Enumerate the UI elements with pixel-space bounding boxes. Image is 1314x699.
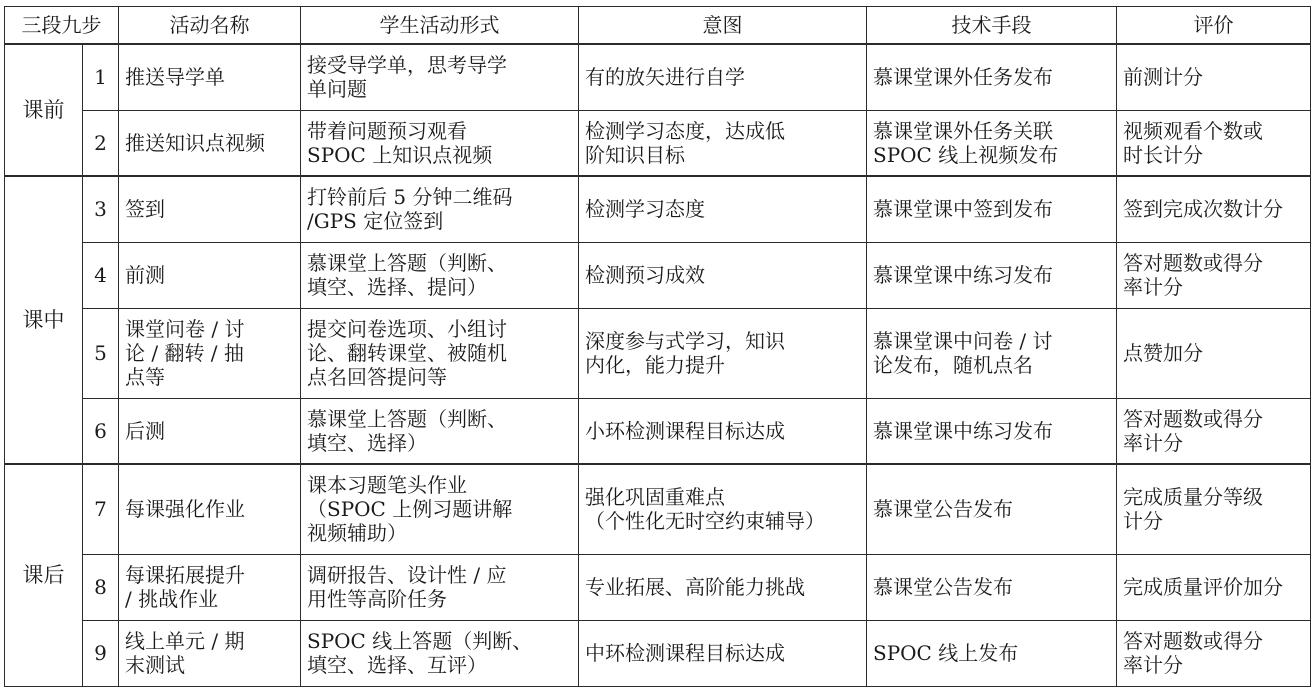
cell-line: 检测学习态度，达成低 [585, 118, 785, 143]
cell-line: 答对题数或得分 [1123, 406, 1263, 431]
step-number: 5 [83, 308, 119, 398]
activity-name-cell [119, 44, 301, 110]
cell-line: SPOC 上知识点视频 [307, 142, 493, 167]
cell-line: / 挑战作业 [125, 587, 219, 611]
cell-line: 论发布，随机点名 [873, 353, 1033, 377]
cell-line: 完成质量评价加分 [1123, 575, 1283, 599]
cell-line: 签到 [125, 197, 165, 222]
cell-line: 点赞加分 [1123, 341, 1203, 365]
intent-cell [579, 554, 867, 620]
intent-cell [579, 110, 867, 176]
cell-line: 中环检测课程目标达成 [585, 641, 785, 665]
tech-cell [867, 308, 1117, 398]
cell-line: 答对题数或得分 [1123, 629, 1263, 653]
cell-line: 后测 [125, 418, 165, 443]
table-row [5, 176, 1311, 242]
activity-table-container [4, 6, 1311, 687]
cell-line: 单问题 [307, 77, 367, 102]
cell-line: 率计分 [1123, 653, 1183, 677]
intent-cell [579, 176, 867, 242]
intent-cell [579, 620, 867, 686]
cell-line: 检测学习态度 [585, 197, 705, 222]
student-form-cell [301, 44, 579, 110]
cell-line: 推送知识点视频 [125, 130, 265, 155]
student-form-cell [301, 554, 579, 620]
cell-line: 填空、选择） [307, 430, 427, 455]
cell-line: 提交问卷选项、小组讨 [307, 317, 507, 341]
tech-cell [867, 176, 1117, 242]
table-row [5, 464, 1311, 554]
step-number: 8 [83, 554, 119, 620]
step-number: 7 [83, 464, 119, 554]
cell-line: 带着问题预习观看 [307, 118, 467, 143]
cell-line: 小环检测课程目标达成 [585, 418, 785, 443]
cell-line: 慕课堂上答题（判断、 [307, 406, 507, 431]
header-intent: 意图 [579, 7, 867, 45]
cell-line: 慕课堂课外任务关联 [873, 118, 1053, 143]
cell-line: 慕课堂课中练习发布 [873, 263, 1053, 287]
table-row [5, 242, 1311, 308]
evaluation-cell [1117, 44, 1311, 110]
student-form-cell [301, 398, 579, 464]
tech-cell [867, 620, 1117, 686]
cell-line: 慕课堂课中签到发布 [873, 197, 1053, 222]
step-number: 3 [83, 176, 119, 242]
cell-line: 率计分 [1123, 430, 1183, 455]
stage-before: 课前 [5, 44, 83, 176]
cell-line: 视频观看个数或 [1123, 118, 1263, 143]
table-row [5, 110, 1311, 176]
cell-line: 用性等高阶任务 [307, 587, 447, 611]
tech-cell [867, 398, 1117, 464]
evaluation-cell [1117, 308, 1311, 398]
cell-line: 每课强化作业 [125, 497, 245, 522]
step-number: 1 [83, 44, 119, 110]
cell-line: 慕课堂课外任务发布 [873, 65, 1053, 90]
student-form-cell [301, 176, 579, 242]
tech-cell [867, 44, 1117, 110]
header-row [5, 7, 1311, 45]
activity-name-cell [119, 242, 301, 308]
cell-line: 每课拓展提升 [125, 563, 245, 587]
evaluation-cell [1117, 554, 1311, 620]
cell-line: 课堂问卷 / 讨 [125, 317, 245, 341]
cell-line: 视频辅助） [307, 521, 407, 546]
cell-line: 末测试 [125, 653, 185, 677]
cell-line: 签到完成次数计分 [1123, 197, 1283, 222]
intent-cell [579, 308, 867, 398]
cell-line: 慕课堂上答题（判断、 [307, 251, 507, 275]
header-stage: 三段九步 [5, 7, 119, 45]
cell-line: 慕课堂公告发布 [873, 575, 1013, 599]
cell-line: （SPOC 上例习题讲解 [307, 497, 513, 522]
table-row [5, 44, 1311, 110]
cell-line: 线上单元 / 期 [125, 629, 245, 653]
student-form-cell [301, 110, 579, 176]
student-form-cell [301, 308, 579, 398]
step-number: 6 [83, 398, 119, 464]
cell-line: 计分 [1123, 509, 1163, 534]
cell-line: 内化，能力提升 [585, 353, 725, 377]
header-evaluation: 评价 [1117, 7, 1311, 45]
cell-line: 课本习题笔头作业 [307, 473, 467, 498]
cell-line: 完成质量分等级 [1123, 485, 1263, 510]
activity-name-cell [119, 110, 301, 176]
activity-table [4, 6, 1311, 687]
cell-line: （个性化无时空约束辅导） [585, 509, 825, 534]
cell-line: SPOC 线上视频发布 [873, 142, 1059, 167]
cell-line: 推送导学单 [125, 65, 225, 90]
cell-line: /GPS 定位签到 [307, 209, 444, 234]
step-number: 9 [83, 620, 119, 686]
tech-cell [867, 554, 1117, 620]
cell-line: 点等 [125, 365, 165, 389]
student-form-cell [301, 242, 579, 308]
stage-after: 课后 [5, 464, 83, 686]
intent-cell [579, 464, 867, 554]
activity-name-cell [119, 398, 301, 464]
intent-cell [579, 398, 867, 464]
tech-cell [867, 242, 1117, 308]
table-row [5, 554, 1311, 620]
evaluation-cell [1117, 398, 1311, 464]
activity-name-cell [119, 620, 301, 686]
cell-line: 深度参与式学习，知识 [585, 329, 785, 353]
tech-cell [867, 464, 1117, 554]
header-student-form: 学生活动形式 [301, 7, 579, 45]
cell-line: 论 / 翻转 / 抽 [125, 341, 244, 365]
cell-line: 打铃前后 5 分钟二维码 [307, 185, 513, 210]
cell-line: 慕课堂公告发布 [873, 497, 1013, 522]
cell-line: SPOC 线上发布 [873, 641, 1019, 665]
cell-line: 填空、选择、提问） [307, 275, 487, 299]
cell-line: 时长计分 [1123, 142, 1203, 167]
cell-line: 答对题数或得分 [1123, 251, 1263, 275]
cell-line: 前测计分 [1123, 65, 1203, 90]
activity-name-cell [119, 464, 301, 554]
cell-line: 专业拓展、高阶能力挑战 [585, 575, 805, 599]
cell-line: 论、翻转课堂、被随机 [307, 341, 507, 365]
evaluation-cell [1117, 176, 1311, 242]
step-number: 2 [83, 110, 119, 176]
tech-cell [867, 110, 1117, 176]
cell-line: 前测 [125, 263, 165, 287]
evaluation-cell [1117, 620, 1311, 686]
activity-name-cell [119, 308, 301, 398]
student-form-cell [301, 464, 579, 554]
evaluation-cell [1117, 242, 1311, 308]
header-tech: 技术手段 [867, 7, 1117, 45]
activity-name-cell [119, 554, 301, 620]
table-row [5, 620, 1311, 686]
evaluation-cell [1117, 464, 1311, 554]
table-row [5, 398, 1311, 464]
evaluation-cell [1117, 110, 1311, 176]
student-form-cell [301, 620, 579, 686]
cell-line: 调研报告、设计性 / 应 [307, 563, 507, 587]
cell-line: 填空、选择、互评） [307, 653, 487, 677]
cell-line: 慕课堂课中问卷 / 讨 [873, 329, 1053, 353]
intent-cell [579, 44, 867, 110]
intent-cell [579, 242, 867, 308]
step-number: 4 [83, 242, 119, 308]
cell-line: SPOC 线上答题（判断、 [307, 629, 533, 653]
stage-during: 课中 [5, 176, 83, 464]
cell-line: 率计分 [1123, 275, 1183, 299]
cell-line: 慕课堂课中练习发布 [873, 418, 1053, 443]
cell-line: 接受导学单，思考导学 [307, 53, 507, 78]
cell-line: 有的放矢进行自学 [585, 65, 745, 90]
activity-name-cell [119, 176, 301, 242]
header-activity-name: 活动名称 [119, 7, 301, 45]
cell-line: 阶知识目标 [585, 142, 685, 167]
cell-line: 强化巩固重难点 [585, 485, 725, 510]
cell-line: 检测预习成效 [585, 263, 705, 287]
table-row [5, 308, 1311, 398]
table-body [5, 44, 1311, 686]
cell-line: 点名回答提问等 [307, 365, 447, 389]
